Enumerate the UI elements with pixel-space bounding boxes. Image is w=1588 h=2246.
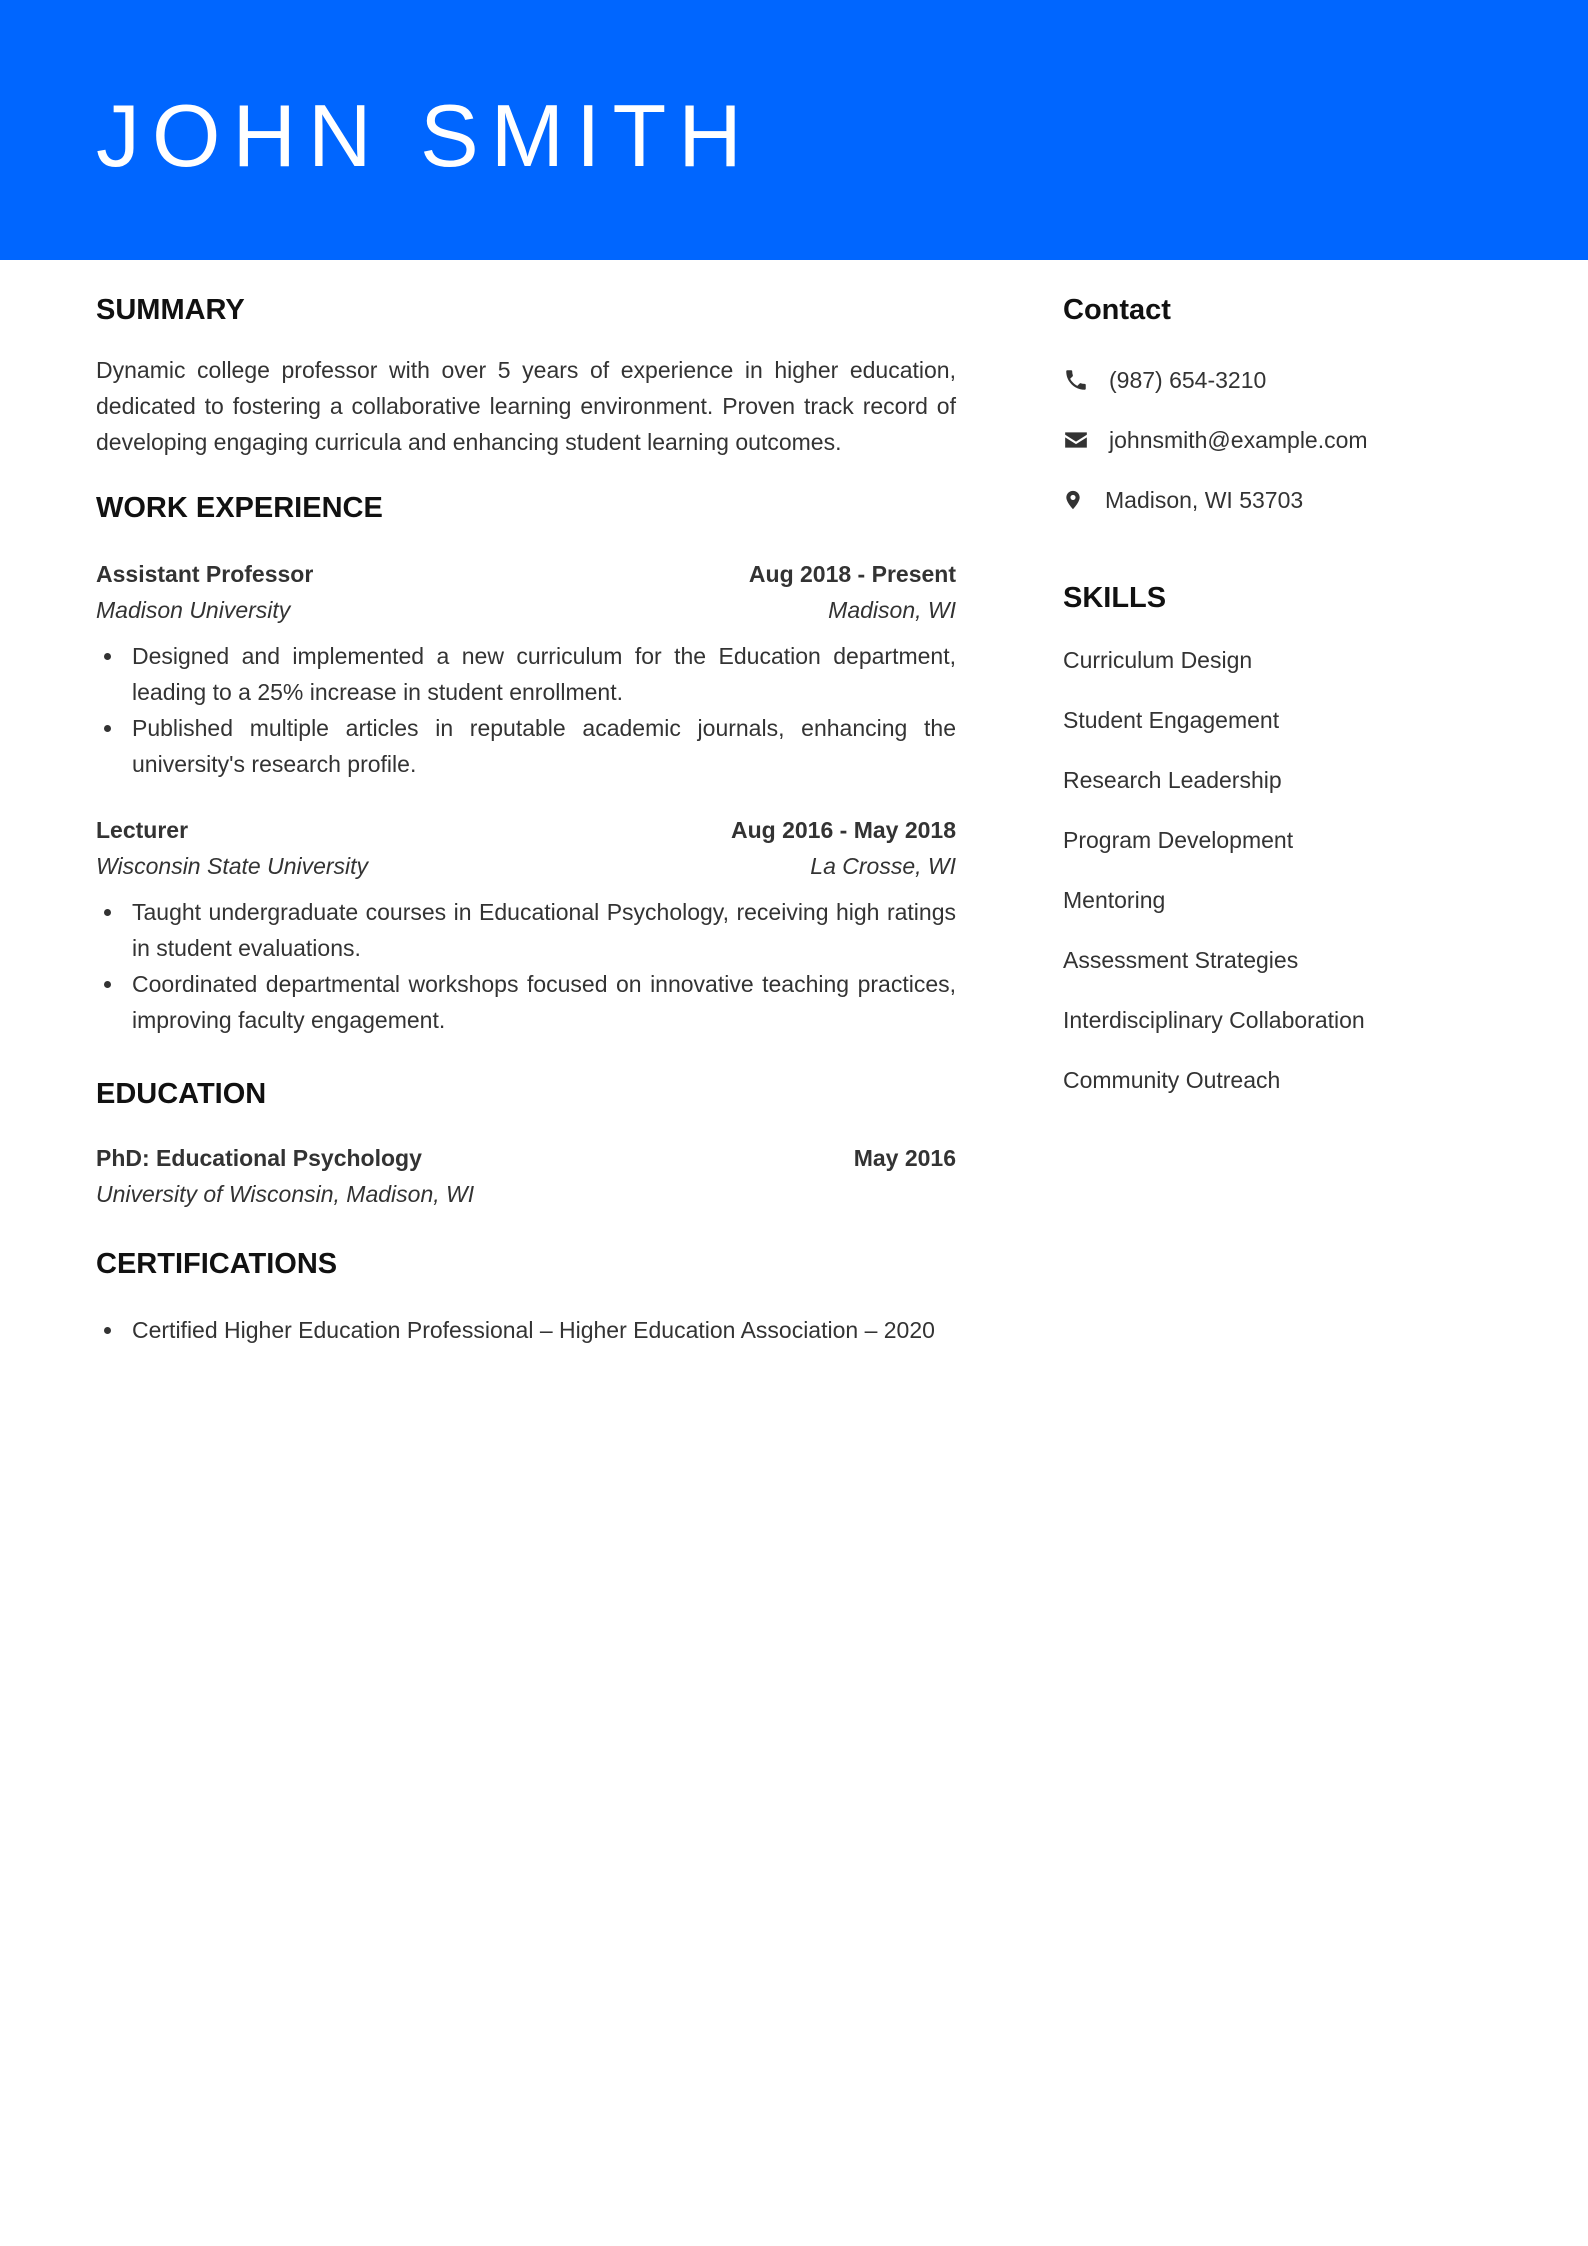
work-experience-title: WORK EXPERIENCE <box>96 492 383 524</box>
summary-section <box>96 290 956 460</box>
skill-item: Interdisciplinary Collaboration <box>1063 1007 1365 1033</box>
degree: PhD: Educational Psychology <box>96 1145 422 1171</box>
work-experience-section <box>96 488 956 1038</box>
bullet-item <box>96 966 956 1038</box>
certification-text: Certified Higher Education Professional – Higher Education Association – 2020 <box>132 1317 935 1343</box>
bullet-item <box>96 894 956 966</box>
education-title: EDUCATION <box>96 1078 267 1110</box>
header-banner <box>0 0 1588 260</box>
bullet-dot <box>104 1327 111 1334</box>
bullet-text: Taught undergraduate courses in Educational Psychology, receiving high ratings in student evaluations. <box>132 899 956 961</box>
job-entry <box>96 812 956 1038</box>
skill-item: Community Outreach <box>1063 1067 1281 1093</box>
job-organization: Madison University <box>96 597 291 623</box>
job-dates: Aug 2016 - May 2018 <box>730 817 956 843</box>
bullet-dot <box>104 981 111 988</box>
bullet-item <box>96 710 956 782</box>
job-location: La Crosse, WI <box>810 853 956 879</box>
bullet-text: Published multiple articles in reputable academic journals, enhancing the university's research profile. <box>132 715 956 777</box>
job-organization: Wisconsin State University <box>96 853 369 879</box>
contact-email <box>1063 422 1523 458</box>
job-bullets <box>96 894 956 1038</box>
certification-list <box>96 1312 956 1348</box>
bullet-text: Designed and implemented a new curriculum for the Education department, leading to a 25% increase in student enrollment. <box>132 643 956 705</box>
email-text: johnsmith@example.com <box>1109 427 1368 453</box>
candidate-name: JOHN SMITH <box>96 86 754 185</box>
skill-item: Student Engagement <box>1063 707 1280 733</box>
summary-text: Dynamic college professor with over 5 years of experience in higher education, dedicated to fostering a collaborative learning environment. Proven track record of developing engaging curricula and enhancing student learning outcomes. <box>96 357 956 455</box>
bullet-text: Coordinated departmental workshops focused on innovative teaching practices, improving faculty engagement. <box>132 971 956 1033</box>
map-pin-icon <box>1063 487 1083 513</box>
contact-address <box>1063 482 1523 518</box>
bullet-item <box>96 638 956 710</box>
job-location: Madison, WI <box>828 597 956 623</box>
skills-section <box>1063 578 1523 1098</box>
job-entry <box>96 556 956 782</box>
skill-item: Assessment Strategies <box>1063 947 1299 973</box>
contact-phone <box>1063 362 1523 398</box>
skill-item: Mentoring <box>1063 887 1166 913</box>
school: University of Wisconsin, Madison, WI <box>96 1181 475 1207</box>
contact-section <box>1063 290 1523 518</box>
job-bullets <box>96 638 956 782</box>
bullet-dot <box>104 909 111 916</box>
job-dates: Aug 2018 - Present <box>748 561 956 587</box>
skills-title: SKILLS <box>1063 582 1167 614</box>
envelope-icon <box>1063 427 1089 453</box>
sidebar-column <box>1063 290 1523 1098</box>
main-column <box>96 290 956 1348</box>
bullet-dot <box>104 653 111 660</box>
job-title: Assistant Professor <box>96 561 314 587</box>
phone-text: (987) 654-3210 <box>1109 367 1267 393</box>
address-text: Madison, WI 53703 <box>1105 487 1304 513</box>
certifications-section <box>96 1244 956 1348</box>
job-title: Lecturer <box>96 817 189 843</box>
certification-item <box>96 1312 956 1348</box>
bullet-dot <box>104 725 111 732</box>
contact-title: Contact <box>1063 294 1171 326</box>
summary-title: SUMMARY <box>96 294 245 326</box>
skill-item: Research Leadership <box>1063 767 1282 793</box>
certifications-title: CERTIFICATIONS <box>96 1248 338 1280</box>
education-section <box>96 1074 956 1212</box>
degree-date: May 2016 <box>853 1145 956 1171</box>
skill-item: Program Development <box>1063 827 1294 853</box>
skill-item: Curriculum Design <box>1063 647 1253 673</box>
phone-icon <box>1063 367 1089 393</box>
